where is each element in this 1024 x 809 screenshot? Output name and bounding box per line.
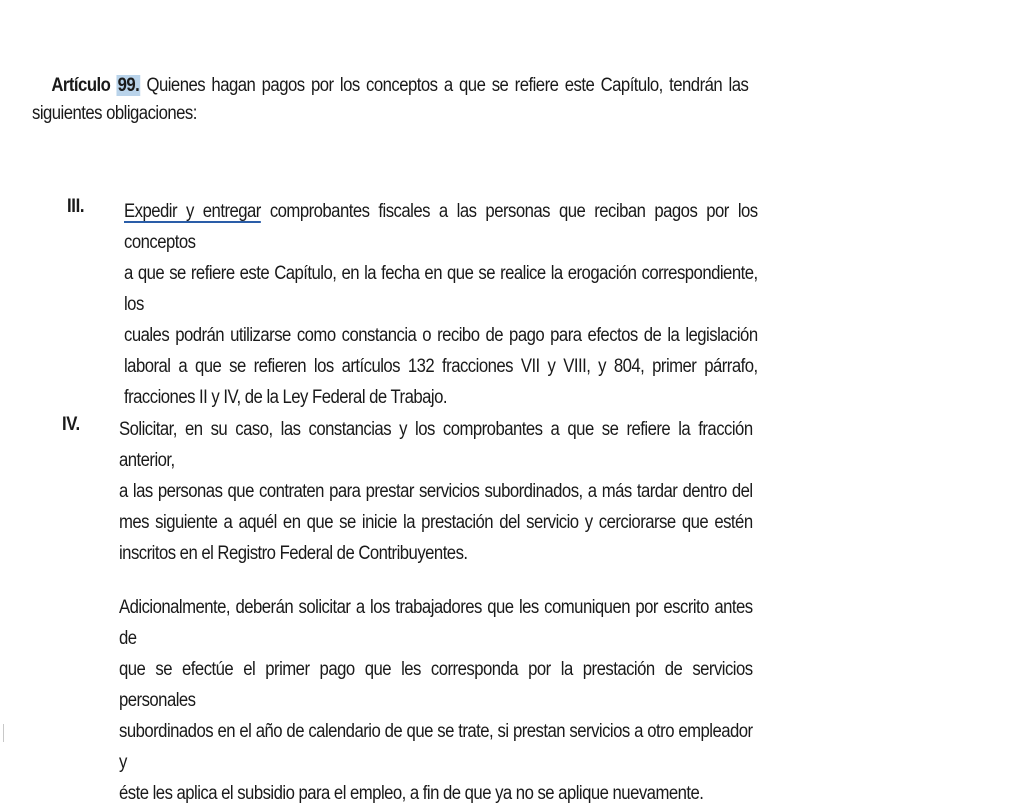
- fraction-iv-line-1: Solicitar, en su caso, las constancias y los comprobantes a que se refiere la fracción anterior,: [119, 419, 753, 471]
- fraction-iii-paragraph: [124, 196, 758, 413]
- additional-line-1: Adicionalmente, deberán solicitar a los trabajadores que les comuniquen por escrito antes de: [119, 597, 753, 649]
- additional-paragraph: [119, 592, 753, 809]
- article-number-highlight: 99.: [117, 75, 140, 96]
- article-heading: [32, 70, 748, 127]
- article-intro-text: Quienes hagan pagos por los conceptos a que se refiere este Capítulo, tendrán las: [140, 75, 749, 96]
- article-label: Artículo: [51, 75, 111, 96]
- fraction-iv-line-3: mes siguiente a aquél en que se inicie la prestación del servicio y cerciorarse que estén: [119, 512, 753, 533]
- article-first-line: [32, 70, 748, 101]
- fraction-iii-line-3: cuales podrán utilizarse como constancia o recibo de pago para efectos de la legislación: [124, 325, 758, 346]
- fraction-iii-line-2: a que se refiere este Capítulo, en la fecha en que se realice la erogación correspondiente, los: [124, 263, 758, 315]
- fraction-iv-line-2: a las personas que contraten para prestar servicios subordinados, a más tardar dentro del: [119, 481, 753, 502]
- article-second-line: siguientes obligaciones:: [32, 103, 197, 124]
- fraction-numeral-iv: IV.: [62, 414, 80, 435]
- fraction-iii-line-5: fracciones II y IV, de la Ley Federal de Trabajo.: [124, 387, 447, 408]
- edge-mark: [3, 724, 4, 742]
- fraction-iv-line-4: inscritos en el Registro Federal de Contribuyentes.: [119, 543, 468, 564]
- additional-line-2: que se efectúe el primer pago que les corresponda por la prestación de servicios personales: [119, 659, 753, 711]
- additional-line-4: éste les aplica el subsidio para el empleo, a fin de que ya no se aplique nuevamente.: [119, 783, 704, 804]
- fraction-iii-line-1: Expedir y entregar comprobantes fiscales a las personas que reciban pagos por los conceptos: [124, 201, 758, 253]
- fraction-iii-line-4: laboral a que se refieren los artículos 132 fracciones VII y VIII, y 804, primer párrafo,: [124, 356, 758, 377]
- fraction-numeral-iii: III.: [67, 196, 85, 217]
- fraction-iv-paragraph: [119, 414, 753, 569]
- additional-line-3: subordinados en el año de calendario de que se trate, si prestan servicios a otro empleador y: [119, 721, 753, 773]
- underlined-phrase: Expedir y entregar: [124, 201, 261, 222]
